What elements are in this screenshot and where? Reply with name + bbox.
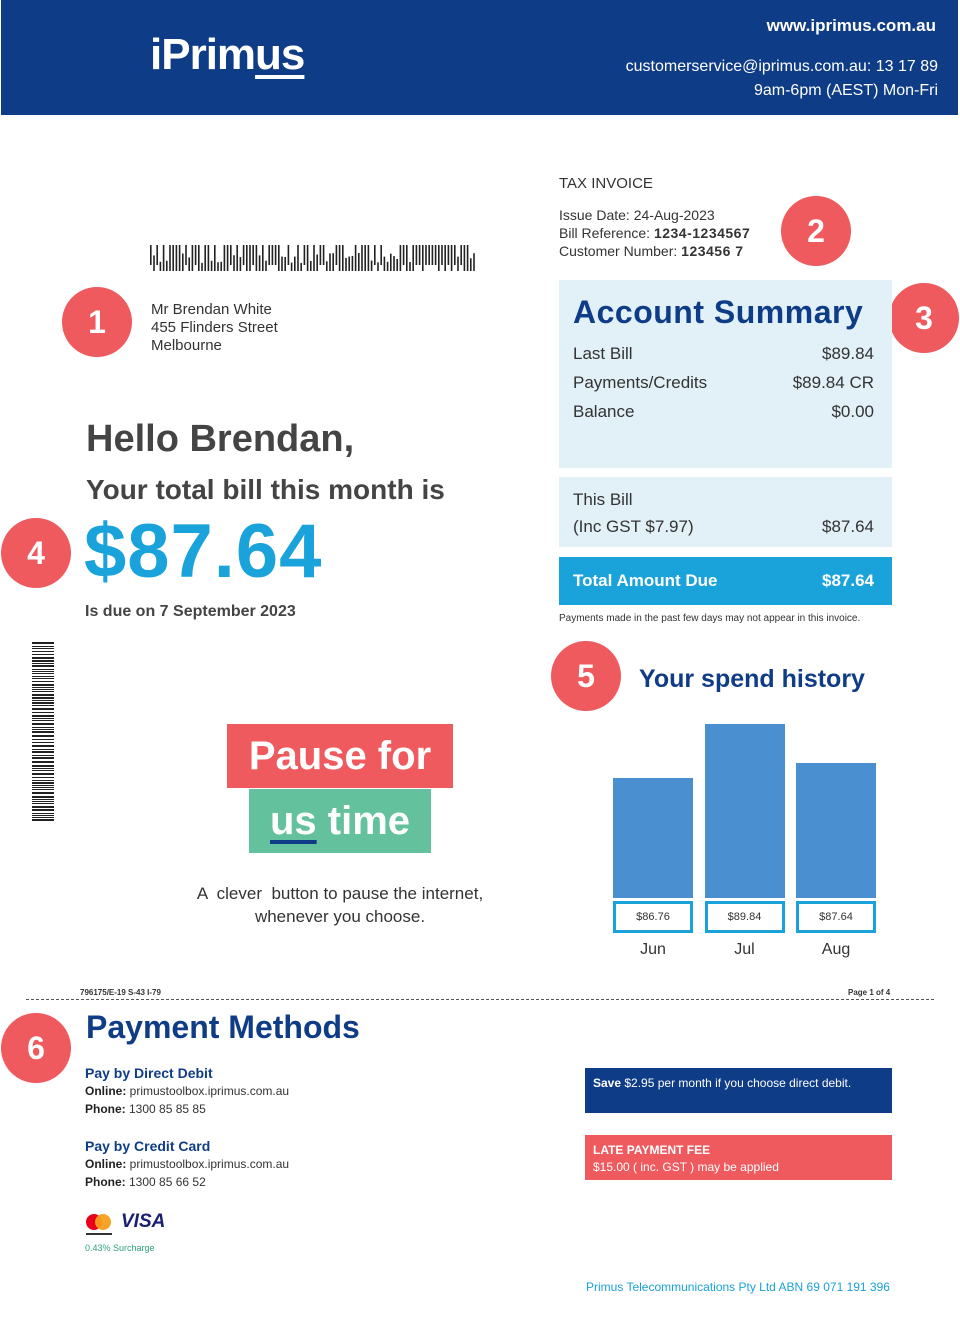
callout-badge-4: 4 xyxy=(1,518,71,588)
total-bill-label: Your total bill this month is xyxy=(86,474,445,505)
contact-email-phone[interactable]: customerservice@iprimus.com.au: 13 17 89 xyxy=(625,58,938,75)
summary-row-last-bill: Last Bill $89.84 xyxy=(573,344,874,363)
customer-number: Customer Number: 123456 7 xyxy=(559,243,744,259)
invoice-details xyxy=(559,206,750,260)
promo-description: A clever button to pause the internet, whenever you choose. xyxy=(196,884,484,926)
direct-debit-title: Pay by Direct Debit xyxy=(85,1065,213,1081)
this-bill-row: (Inc GST $7.97) $87.64 xyxy=(573,517,874,536)
page-number: Page 1 of 4 xyxy=(848,988,891,997)
visa-icon: VISA xyxy=(121,1211,166,1232)
vertical-barcode xyxy=(32,642,54,822)
contact-hours: 9am-6pm (AEST) Mon-Fri xyxy=(753,82,938,99)
tax-invoice-title: TAX INVOICE xyxy=(559,175,653,192)
account-summary-title: Account Summary xyxy=(573,294,864,330)
callout-badge-2: 2 xyxy=(781,196,851,266)
contact-info xyxy=(626,55,938,103)
direct-debit-section xyxy=(85,1065,289,1116)
direct-debit-saving-banner: Save $2.95 per month if you choose direct debit. xyxy=(585,1068,892,1113)
direct-debit-online: Online: primustoolbox.iprimus.com.au xyxy=(85,1084,290,1098)
due-date: Is due on 7 September 2023 xyxy=(85,603,296,620)
callout-badge-6: 6 xyxy=(1,1013,71,1083)
callout-badge-3: 3 xyxy=(889,283,959,353)
mailing-address xyxy=(151,301,278,355)
summary-row-balance: Balance $0.00 xyxy=(573,402,874,421)
spend-bar-aug xyxy=(796,763,876,898)
reference-code: 796175/E-19 S-43 I-79 xyxy=(80,988,161,997)
address-street: 455 Flinders Street xyxy=(151,319,278,336)
late-payment-banner: LATE PAYMENT FEE $15.00 ( inc. GST ) may be applied xyxy=(585,1135,892,1180)
spend-bar-label: $86.76 xyxy=(613,901,693,933)
payment-methods-title: Payment Methods xyxy=(86,1009,360,1045)
bill-reference: Bill Reference: 1234-1234567 xyxy=(559,225,751,241)
issue-date: Issue Date: 24-Aug-2023 xyxy=(559,207,715,223)
greeting-heading: Hello Brendan, xyxy=(86,418,355,460)
address-city: Melbourne xyxy=(151,337,222,354)
callout-badge-5: 5 xyxy=(551,641,621,711)
spend-bar-label: $89.84 xyxy=(705,901,785,933)
mastercard-icon xyxy=(84,1212,114,1238)
credit-card-phone: Phone: 1300 85 66 52 xyxy=(85,1175,206,1189)
promo-us-time: us time xyxy=(249,789,431,853)
spend-bar-jul xyxy=(705,724,785,898)
address-name: Mr Brendan White xyxy=(151,301,272,318)
credit-card-online: Online: primustoolbox.iprimus.com.au xyxy=(85,1157,290,1171)
total-amount-due: Total Amount Due $87.64 xyxy=(559,557,892,605)
callout-badge-1: 1 xyxy=(62,287,132,357)
credit-card-section xyxy=(85,1138,289,1189)
tear-line xyxy=(26,999,934,1000)
spend-month-label: Jul xyxy=(734,941,755,958)
company-footer: Primus Telecommunications Pty Ltd ABN 69 071 191 396 xyxy=(586,1280,890,1294)
postal-barcode xyxy=(150,245,478,271)
card-surcharge: 0.43% Surcharge xyxy=(85,1243,155,1253)
spend-month-label: Jun xyxy=(640,941,666,958)
summary-row-payments: Payments/Credits $89.84 CR xyxy=(573,373,874,392)
this-bill-label: This Bill xyxy=(573,490,633,509)
payment-note: Payments made in the past few days may not appear in this invoice. xyxy=(559,613,861,624)
direct-debit-phone: Phone: 1300 85 85 85 xyxy=(85,1102,206,1116)
website-link[interactable]: www.iprimus.com.au xyxy=(766,16,936,35)
spend-bar-jun xyxy=(613,778,693,898)
spend-month-label: Aug xyxy=(821,941,851,958)
iprimus-logo: iPrimus xyxy=(150,30,305,79)
spend-bar-label: $87.64 xyxy=(796,901,876,933)
total-bill-amount: $87.64 xyxy=(84,509,323,594)
promo-pause-for: Pause for xyxy=(227,724,453,788)
spend-history-title: Your spend history xyxy=(639,665,865,693)
credit-card-title: Pay by Credit Card xyxy=(85,1138,211,1154)
